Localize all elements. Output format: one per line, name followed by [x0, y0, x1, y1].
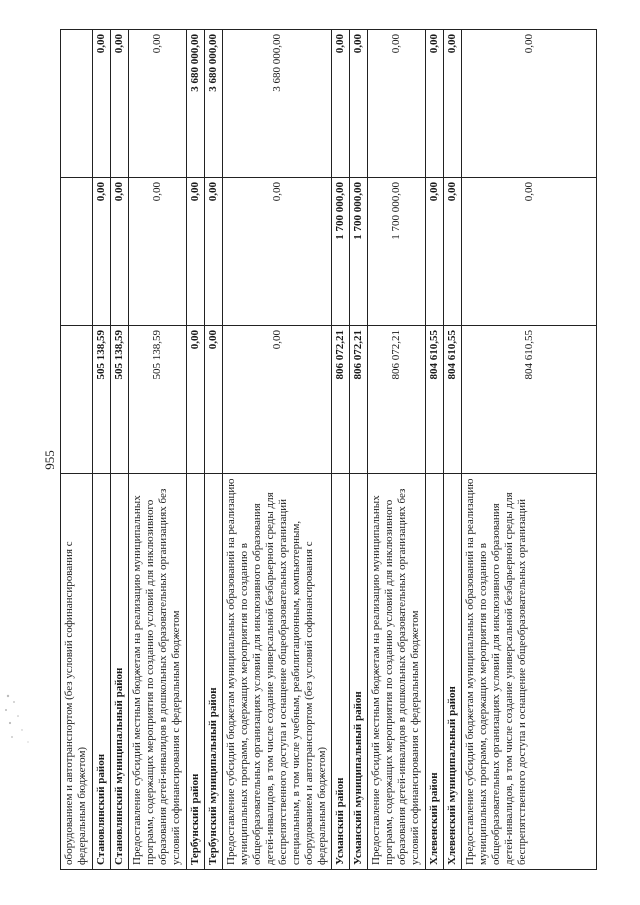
table-row: [223, 30, 332, 870]
table-row: [368, 30, 426, 870]
row-value-3-cell: [61, 30, 93, 178]
row-name-cell: Усманский район: [332, 474, 350, 870]
row-name-cell: Предоставление субсидий бюджетам муниципальных образований на реализацию муниципальных программ, содержащих мероприятия по созданию в общеобразовательных организациях условий для инклюзивного образования детей-инвалидов, в том числе создание универсальной безбарьерной среды для беспрепятственного доступа и оснащение общеобразовательных организаций: [462, 474, 597, 870]
row-name-cell: Предоставление субсидий местным бюджетам на реализацию муниципальных программ, содержащих мероприятия по созданию условий для инклюзивного образования детей-инвалидов в дошкольных образовательных организациях без условий софинансирования с федеральным бюджетом: [129, 474, 187, 870]
row-value-1-cell: 806 072,21: [368, 326, 426, 474]
row-value-2-cell: 0,00: [111, 178, 129, 326]
row-value-3-cell: 0,00: [350, 30, 368, 178]
row-value-2-cell: 0,00: [426, 178, 444, 326]
row-value-2-cell: [61, 178, 93, 326]
row-name-cell: Предоставление субсидий бюджетам муниципальных образований на реализацию муниципальных программ, содержащих мероприятия по созданию в общеобразовательных организациях условий для инклюзивного образования детей-инвалидов, в том числе создание универсальной безбарьерной среды для беспрепятственного доступа и оснащение общеобразовательных организаций специальным, в том числе учебным, реабилитационным, компьютерным, оборудованием и автотранспортом (без условий софинансирования с федеральным бюджетом): [223, 474, 332, 870]
row-name-cell: Становлянский район: [93, 474, 111, 870]
row-value-2-cell: 0,00: [129, 178, 187, 326]
row-value-3-cell: 0,00: [426, 30, 444, 178]
scan-artifact: [0, 690, 40, 750]
rotated-table-container: [60, 30, 592, 870]
row-name-cell: Становлянский муниципальный район: [111, 474, 129, 870]
row-value-2-cell: 0,00: [462, 178, 597, 326]
table-row: [205, 30, 223, 870]
row-value-1-cell: 806 072,21: [350, 326, 368, 474]
row-name-cell: оборудованием и автотранспортом (без условий софинансирования с федеральным бюджетом): [61, 474, 93, 870]
row-value-1-cell: 0,00: [205, 326, 223, 474]
row-name-cell: Тербунский район: [187, 474, 205, 870]
row-value-3-cell: 3 680 000,00: [223, 30, 332, 178]
table-row: [187, 30, 205, 870]
row-name-cell: Усманский муниципальный район: [350, 474, 368, 870]
row-value-3-cell: 3 680 000,00: [187, 30, 205, 178]
row-name-cell: Тербунский муниципальный район: [205, 474, 223, 870]
row-value-3-cell: 0,00: [93, 30, 111, 178]
table-row: [462, 30, 597, 870]
row-value-3-cell: 0,00: [111, 30, 129, 178]
row-name-cell: Предоставление субсидий местным бюджетам на реализацию муниципальных программ, содержащих мероприятия по созданию условий для инклюзивного образования детей-инвалидов в дошкольных образовательных организациях без условий софинансирования с федеральным бюджетом: [368, 474, 426, 870]
row-value-2-cell: 0,00: [223, 178, 332, 326]
row-value-3-cell: 3 680 000,00: [205, 30, 223, 178]
row-name-cell: Хлевенский район: [426, 474, 444, 870]
row-value-3-cell: 0,00: [368, 30, 426, 178]
row-value-1-cell: 505 138,59: [129, 326, 187, 474]
row-value-1-cell: 804 610,55: [462, 326, 597, 474]
row-value-3-cell: 0,00: [129, 30, 187, 178]
row-value-2-cell: 0,00: [187, 178, 205, 326]
row-value-1-cell: 0,00: [187, 326, 205, 474]
row-value-1-cell: [61, 326, 93, 474]
budget-table: [60, 29, 597, 870]
table-row: [426, 30, 444, 870]
table-row: [444, 30, 462, 870]
row-value-2-cell: 0,00: [444, 178, 462, 326]
row-value-1-cell: 0,00: [223, 326, 332, 474]
table-row: [129, 30, 187, 870]
table-row: [93, 30, 111, 870]
row-value-2-cell: 1 700 000,00: [332, 178, 350, 326]
row-value-2-cell: 1 700 000,00: [350, 178, 368, 326]
row-value-1-cell: 804 610,55: [426, 326, 444, 474]
table-row: [332, 30, 350, 870]
row-value-2-cell: 0,00: [205, 178, 223, 326]
table-row: [350, 30, 368, 870]
row-value-3-cell: 0,00: [332, 30, 350, 178]
row-value-2-cell: 1 700 000,00: [368, 178, 426, 326]
row-name-cell: Хлевенский муниципальный район: [444, 474, 462, 870]
row-value-3-cell: 0,00: [444, 30, 462, 178]
row-value-1-cell: 806 072,21: [332, 326, 350, 474]
row-value-2-cell: 0,00: [93, 178, 111, 326]
table-row: [61, 30, 93, 870]
page-number: 955: [42, 450, 57, 470]
row-value-3-cell: 0,00: [462, 30, 597, 178]
row-value-1-cell: 804 610,55: [444, 326, 462, 474]
row-value-1-cell: 505 138,59: [93, 326, 111, 474]
table-row: [111, 30, 129, 870]
row-value-1-cell: 505 138,59: [111, 326, 129, 474]
